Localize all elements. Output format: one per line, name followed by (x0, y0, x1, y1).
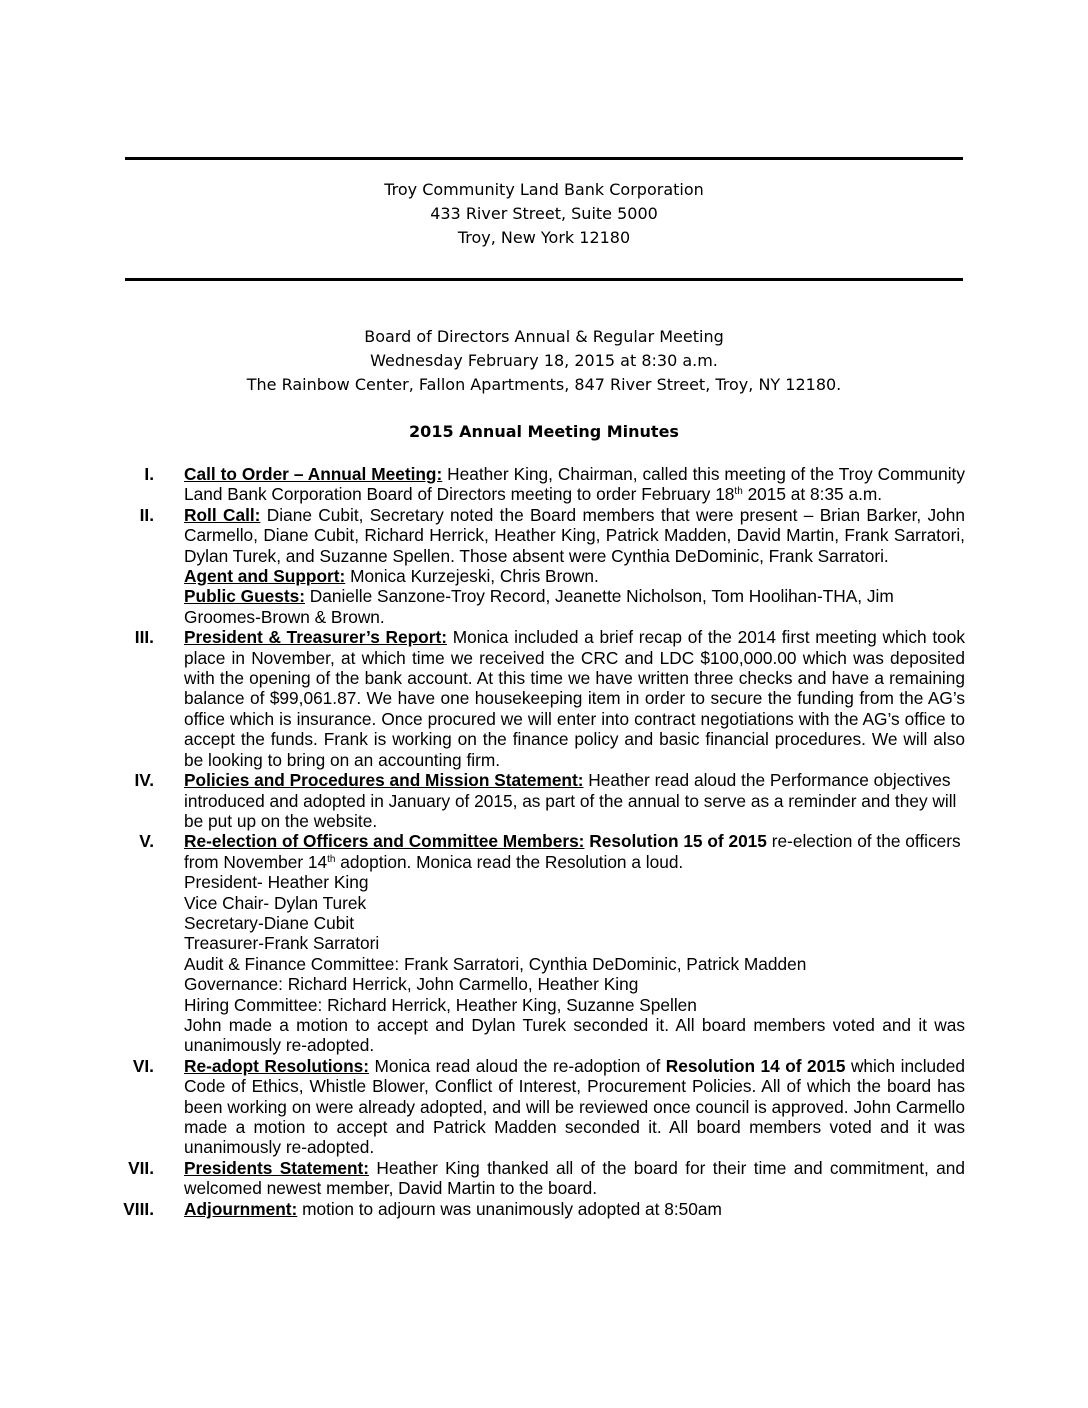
resolution-reference: Resolution 15 of 2015 (584, 831, 767, 852)
item-heading: Re-election of Officers and Committee Members: (184, 831, 585, 852)
ordinal-suffix: th (327, 853, 336, 865)
item-body (184, 505, 965, 566)
committee-line: Audit & Finance Committee: Frank Sarratori, Cynthia DeDominic, Patrick Madden (184, 953, 807, 974)
officer-line: President- Heather King (184, 872, 369, 893)
item-text: which included Code of Ethics, Whistle Blower, Conflict of Interest, Procurement Policies. All of which the board has been working on were already adopted, and will be reviewed once council is approved. John Carmello made a motion to accept and Patrick Madden seconded it. All board members voted and it was unanimously re-adopted. (184, 1055, 965, 1158)
item-text: adoption. Monica read the Resolution a loud. (335, 851, 684, 872)
item-numeral: IV. (134, 770, 154, 791)
item-body (184, 627, 965, 770)
officer-line: Secretary-Diane Cubit (184, 912, 355, 933)
item-heading: Call to Order – Annual Meeting: (184, 464, 443, 484)
meeting-date-time: Wednesday February 18, 2015 at 8:30 a.m. (370, 351, 718, 370)
minutes-item-roll-call (120, 505, 965, 627)
agent-heading: Agent and Support: (184, 566, 346, 587)
ordinal-suffix: th (734, 486, 743, 498)
item-text: Diane Cubit, Secretary noted the Board members that were present – Brian Barker, John Carmello, Diane Cubit, Richard Herrick, Heather King, Patrick Madden, David Martin, Frank Sarratori, Dylan Turek, and Suzanne Spellen. Those absent were Cynthia DeDominic, Frank Sarratori. (184, 504, 965, 566)
meeting-title: Board of Directors Annual & Regular Meeting (364, 327, 724, 346)
item-numeral: VI. (132, 1055, 154, 1076)
minutes-items-list (120, 464, 965, 1219)
guests-text: Danielle Sanzone-Troy Record, Jeanette Nicholson, Tom Hoolihan-THA, Jim Groomes-Brown & Brown. (184, 586, 894, 627)
minutes-item-policies-procedures (120, 770, 965, 831)
header-bottom-rule (125, 278, 963, 281)
item-body (184, 1056, 965, 1158)
minutes-item-president-treasurer-report (120, 627, 965, 770)
committee-line: Hiring Committee: Richard Herrick, Heather King, Suzanne Spellen (184, 994, 697, 1015)
organization-name: Troy Community Land Bank Corporation (384, 180, 704, 199)
item-heading: Presidents Statement: (184, 1157, 370, 1178)
item-body (184, 1158, 965, 1199)
agent-support-line (184, 566, 965, 586)
public-guests-line (184, 586, 965, 627)
minutes-item-re-election (120, 831, 965, 1055)
resolution-reference: Resolution 14 of 2015 (665, 1055, 846, 1076)
officer-line: Treasurer-Frank Sarratori (184, 933, 380, 954)
item-text: Heather King thanked all of the board for their time and commitment, and welcomed newest member, David Martin to the board. (184, 1157, 965, 1199)
minutes-item-call-to-order (120, 464, 965, 505)
header-top-rule (125, 157, 963, 160)
item-body (184, 770, 965, 831)
item-text: Monica included a brief recap of the 2014 first meeting which took place in November, at which time we received the CRC and LDC $100,000.00 which was deposited with the opening of the bank account. At this time we have written three checks and have a remaining balance of $99,061.87. We have one housekeeping item in order to secure the funding from the AG’s office which is insurance. Once procured we will enter into contract negotiations with the AG’s office to accept the funds. Frank is working on the finance policy and basic financial procedures. We will also be looking to bring on an accounting firm. (184, 627, 966, 770)
item-body (184, 464, 965, 505)
item-text: Heather read aloud the Performance objectives introduced and adopted in January of 2015, as part of the annual to serve as a reminder and they will be put up on the website. (184, 770, 957, 831)
item-heading: President & Treasurer’s Report: (184, 627, 447, 648)
item-text: Heather King, Chairman, called this meeting of the Troy Community Land Bank Corporation Board of Directors meeting to order February 18 (184, 464, 965, 505)
item-body (184, 1199, 965, 1219)
meeting-info-block (125, 325, 963, 397)
minutes-item-adjournment (120, 1199, 965, 1219)
item-numeral: I. (144, 464, 154, 484)
minutes-item-re-adopt-resolutions (120, 1056, 965, 1158)
item-text: Monica read aloud the re-adoption of (369, 1055, 666, 1076)
item-numeral: VIII. (123, 1198, 154, 1219)
guests-heading: Public Guests: (184, 586, 305, 607)
item-heading: Policies and Procedures and Mission Statement: (184, 770, 584, 791)
minutes-title: 2015 Annual Meeting Minutes (409, 422, 679, 441)
meeting-location: The Rainbow Center, Fallon Apartments, 847 River Street, Troy, NY 12180. (246, 375, 842, 394)
item-body (184, 831, 965, 872)
organization-street: 433 River Street, Suite 5000 (430, 204, 658, 223)
item-heading: Re-adopt Resolutions: (184, 1055, 370, 1076)
item-text: 2015 at 8:35 a.m. (742, 484, 883, 505)
item-numeral: II. (139, 504, 154, 525)
item-heading: Adjournment: (184, 1198, 298, 1219)
item-numeral: V. (139, 831, 154, 852)
organization-city: Troy, New York 12180 (457, 228, 631, 247)
minutes-item-presidents-statement (120, 1158, 965, 1199)
item-text: motion to adjourn was unanimously adopted at 8:50am (297, 1198, 722, 1219)
item-numeral: III. (134, 627, 154, 648)
committee-line: Governance: Richard Herrick, John Carmello, Heather King (184, 974, 639, 995)
motion-text: John made a motion to accept and Dylan Turek seconded it. All board members voted and it was unanimously re-adopted. (184, 1014, 965, 1056)
officer-line: Vice Chair- Dylan Turek (184, 892, 367, 913)
item-text: re-election of the officers from November 14 (184, 831, 961, 872)
item-numeral: VII. (128, 1157, 154, 1178)
organization-address-block (125, 178, 963, 250)
agent-text: Monica Kurzejeski, Chris Brown. (345, 566, 599, 587)
item-heading: Roll Call: (184, 504, 261, 525)
